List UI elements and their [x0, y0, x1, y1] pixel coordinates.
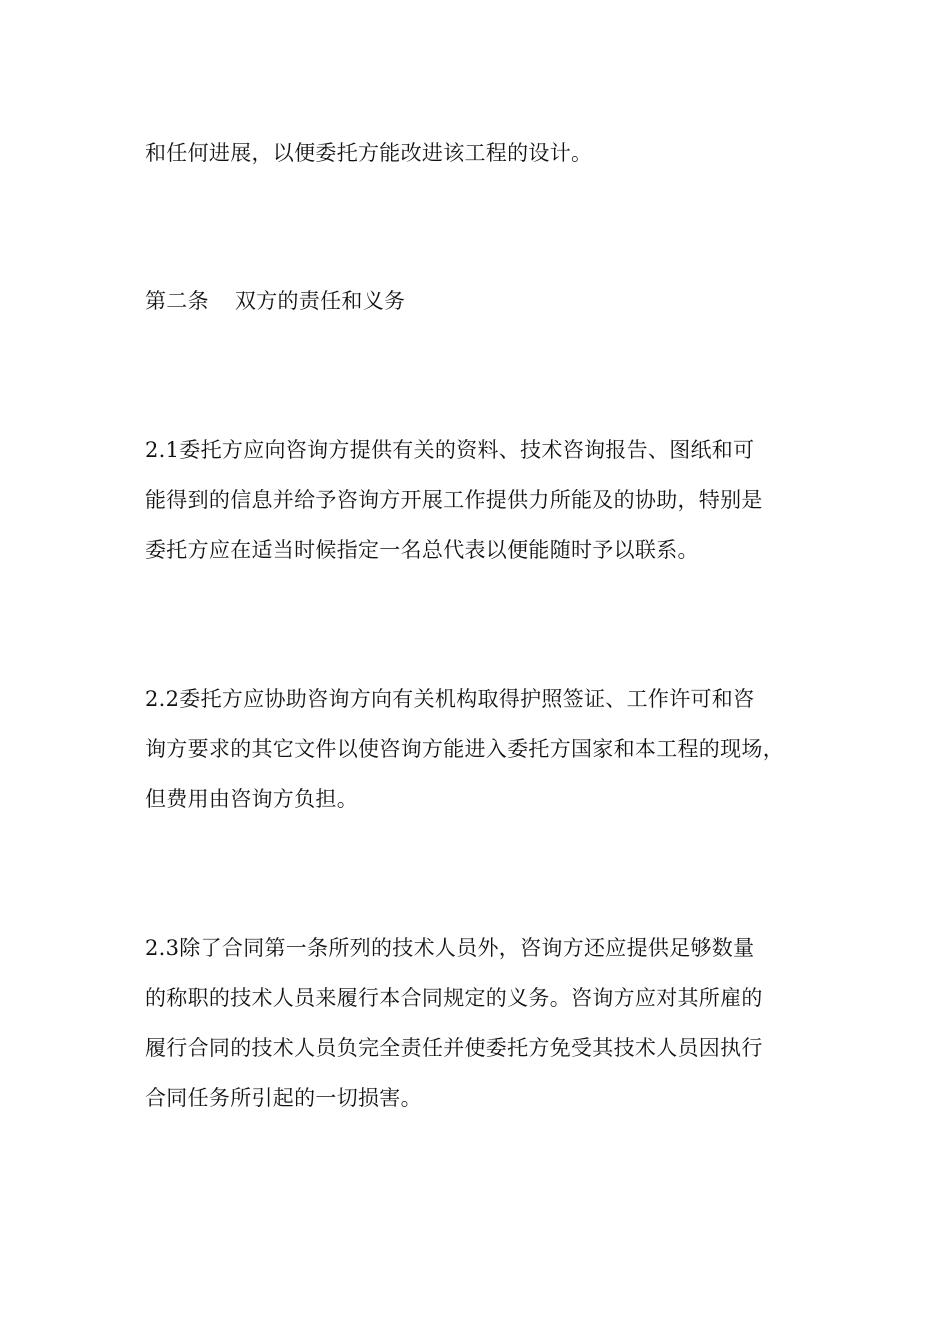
clause-2-1-line: 能得到的信息并给予咨询方开展工作提供力所能及的协助，特别是: [145, 488, 763, 512]
clause-2-2-line: 但费用由咨询方负担。: [145, 787, 358, 811]
clause-2-1-line: 2.1委托方应向咨询方提供有关的资料、技术咨询报告、图纸和可: [145, 438, 755, 462]
article-heading: [145, 287, 405, 315]
article-title: 双方的责任和义务: [234, 289, 406, 313]
clause-2-3-line: 2.3除了合同第一条所列的技术人员外，咨询方还应提供足够数量: [145, 936, 755, 960]
continuation-line: 和任何进展，以便委托方能改进该工程的设计。: [145, 141, 593, 165]
clause-2-2-line: 2.2委托方应协助咨询方向有关机构取得护照签证、工作许可和咨: [145, 687, 755, 711]
clause-2-3-line: 履行合同的技术人员负完全责任并使委托方免受其技术人员因执行: [145, 1036, 763, 1060]
article-number: 第二条: [145, 289, 209, 313]
clause-2-3-line: 的称职的技术人员来履行本合同规定的义务。咨询方应对其所雇的: [145, 986, 763, 1010]
clause-2-3-line: 合同任务所引起的一切损害。: [145, 1086, 422, 1110]
clause-2-1-line: 委托方应在适当时候指定一名总代表以便能随时予以联系。: [145, 538, 699, 562]
clause-2-2-line: 询方要求的其它文件以使咨询方能进入委托方国家和本工程的现场，: [145, 737, 784, 761]
